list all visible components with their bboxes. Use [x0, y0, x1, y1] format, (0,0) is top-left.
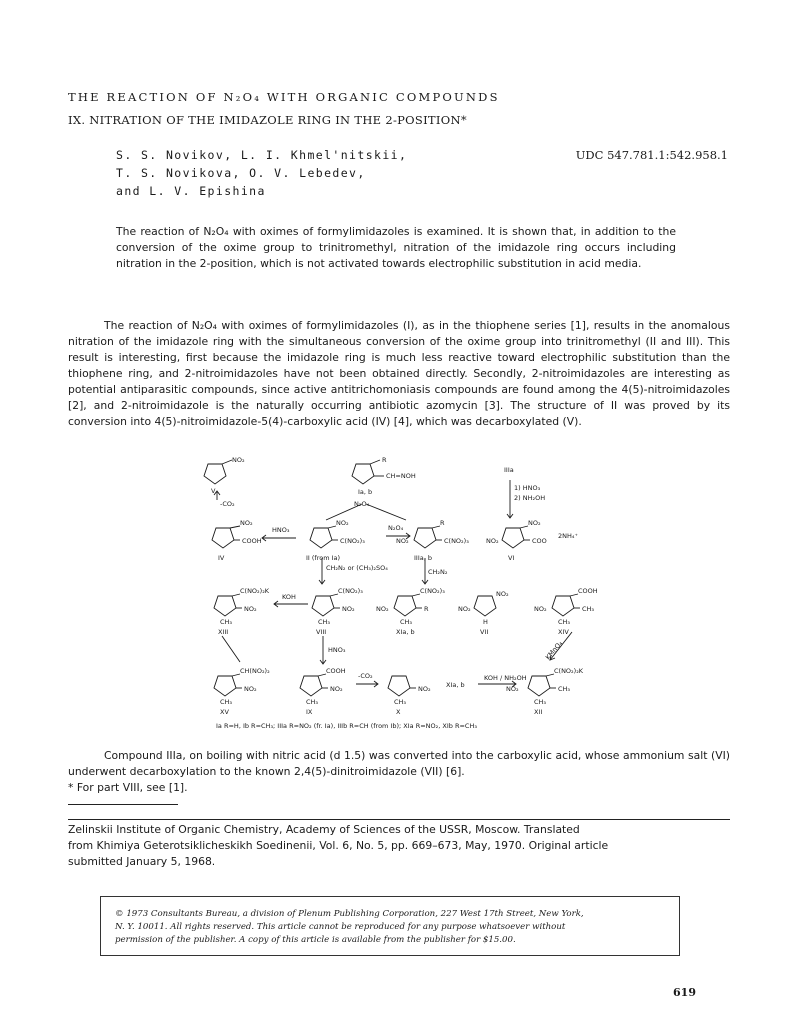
compound-label: VI	[508, 554, 515, 562]
author-list	[116, 146, 407, 200]
imidazole-ring	[394, 596, 416, 616]
imidazole-ring	[352, 464, 374, 484]
group-label: NO₂	[342, 605, 355, 613]
reagent-label: 2) NH₂OH	[514, 494, 546, 502]
group-label: CH₃	[400, 618, 413, 626]
imidazole-ring	[388, 676, 410, 696]
article-title: THE REACTION OF N₂O₄ WITH ORGANIC COMPOUNDS	[68, 90, 500, 104]
group-label: C(NO₂)₂K	[554, 667, 584, 675]
reagent-label: -CO₂	[220, 500, 235, 508]
imidazole-ring	[502, 528, 524, 548]
group-label: NO₂	[244, 605, 257, 613]
group-label: NO₂	[496, 590, 509, 598]
author-line: and L. V. Epishina	[116, 184, 266, 198]
group-label: COOH	[242, 537, 262, 545]
group-label: CH₃	[558, 618, 571, 626]
group-label: NO₂	[534, 605, 547, 613]
imidazole-ring	[212, 528, 234, 548]
group-label: R	[424, 605, 429, 613]
page-number: 619	[673, 986, 696, 999]
group-label: C(NO₂)₃	[338, 587, 363, 595]
compound-label: IV	[218, 554, 225, 562]
group-label: R	[440, 519, 445, 527]
imidazole-ring	[214, 596, 236, 616]
group-label: CH(NO₂)₂	[240, 667, 270, 675]
group-label: NO₂	[244, 685, 257, 693]
compound-label: X	[396, 708, 401, 716]
compound-label: XIa, b	[446, 681, 465, 689]
affiliation-line: Zelinskii Institute of Organic Chemistry, Academy of Sciences of the USSR, Moscow. Translated	[68, 823, 580, 836]
section-divider	[68, 819, 730, 820]
reagent-label: -CO₂	[358, 672, 373, 680]
group-label: NO₂	[330, 685, 343, 693]
scheme-legend: Ia R=H, Ib R=CH₃; IIIa R=NO₂ (fr. Ia), IIIb R=CH (from Ib); XIa R=NO₂, XIb R=CH₃	[216, 722, 477, 730]
group-label: CH₃	[558, 685, 571, 693]
compound-label: XII	[534, 708, 543, 716]
udc-code: UDC 547.781.1:542.958.1	[575, 148, 728, 162]
body-paragraph: The reaction of N₂O₄ with oximes of formylimidazoles (I), as in the thiophene series [1], results in the anomalous nitration of the imidazole ring with the simultaneous conversion of the oxime group into trinitromethyl (II and III). This result is interesting, first because the imidazole ring is much less reactive toward electrophilic substitution than the thiophene ring, and 2-nitroimidazoles have not been obtained directly. Secondly, 2-nitroimidazoles are interesting as potential antiparasitic compounds, since active antitrichomoniasis compounds are found among the 4(5)-nitroimidazoles [2], and 2-nitroimidazole is the naturally occurring antibiotic azomycin [3]. The structure of II was proved by its conversion into 4(5)-nitroimidazole-5(4)-carboxylic acid (IV) [4], which was decarboxylated (V).	[68, 319, 730, 428]
reagent-label: KOH	[282, 593, 296, 601]
group-label: R	[382, 456, 387, 464]
imidazole-ring	[552, 596, 574, 616]
compound-label: II (from Ia)	[306, 554, 341, 562]
group-label: CH₃	[582, 605, 595, 613]
compound-label: Ia, b	[358, 488, 373, 496]
reagent-label: KMnO₄	[543, 639, 565, 662]
footnote-divider	[68, 804, 178, 805]
compound-label: IIIa	[504, 466, 514, 474]
body-paragraph: Compound IIIa, on boiling with nitric acid (d 1.5) was converted into the carboxylic acid, whose ammonium salt (VI) underwent decarboxylation to the known 2,4(5)-dinitroimidazole (VII) [6].	[68, 749, 730, 778]
reagent-label: KOH / NH₂OH	[484, 674, 527, 682]
compound-label: VIII	[316, 628, 327, 636]
group-label: NO₂	[486, 537, 499, 545]
group-label: NO₂	[232, 456, 245, 464]
group-label: C(NO₂)₃	[340, 537, 365, 545]
reagent-label: N₂O₄	[354, 500, 370, 508]
copyright-line: N. Y. 10011. All rights reserved. This article cannot be reproduced for any purpose whatsoever without	[115, 922, 566, 932]
copyright-line: © 1973 Consultants Bureau, a division of Plenum Publishing Corporation, 227 West 17th Street, New York,	[115, 909, 584, 919]
group-label: NO₂	[418, 685, 431, 693]
copyright-box	[100, 896, 680, 956]
group-label: NO₂	[506, 685, 519, 693]
group-label: COOH	[578, 587, 598, 595]
imidazole-ring	[414, 528, 436, 548]
compound-label: IIIa, b	[414, 554, 432, 562]
compound-label: XIII	[218, 628, 229, 636]
group-label: COO	[532, 537, 547, 545]
author-line: S. S. Novikov, L. I. Khmel'nitskii,	[116, 148, 408, 162]
author-line: T. S. Novikova, O. V. Lebedev,	[116, 166, 366, 180]
footnote: * For part VIII, see [1].	[68, 781, 188, 794]
reagent-label: CH₂N₂ or (CH₃)₂SO₄	[326, 564, 388, 572]
group-label: NO₂	[458, 605, 471, 613]
group-label: CH₃	[394, 698, 407, 706]
copyright-line: permission of the publisher. A copy of this article is available from the publisher for $15.00.	[115, 935, 516, 945]
group-label: NO₂	[396, 537, 409, 545]
imidazole-ring	[204, 464, 226, 484]
compound-label: XIa, b	[396, 628, 415, 636]
compound-label: V	[211, 487, 216, 495]
group-label: NO₂	[240, 519, 253, 527]
reagent-label: 1) HNO₃	[514, 484, 541, 492]
imidazole-ring	[312, 596, 334, 616]
imidazole-ring	[528, 676, 550, 696]
group-label: NO₂	[336, 519, 349, 527]
compound-label: XV	[220, 708, 229, 716]
group-label: CH₃	[220, 618, 233, 626]
compound-label: VII	[480, 628, 489, 636]
affiliation-line: from Khimiya Geterotsiklicheskikh Soedinenii, Vol. 6, No. 5, pp. 669–673, May, 1970. Original article	[68, 839, 609, 852]
imidazole-ring	[310, 528, 332, 548]
group-label: CH₃	[534, 698, 547, 706]
affiliation-line: submitted January 5, 1968.	[68, 855, 216, 868]
group-label: NO₂	[376, 605, 389, 613]
compound-label: XIV	[558, 628, 569, 636]
reagent-label: CH₂N₂	[428, 568, 448, 576]
group-label: C(NO₂)₂K	[240, 587, 270, 595]
group-label: NO₂	[528, 519, 541, 527]
group-label: CH₃	[306, 698, 319, 706]
reagent-label: N₂O₄	[388, 524, 404, 532]
article-subtitle: IX. NITRATION OF THE IMIDAZOLE RING IN THE 2-POSITION*	[68, 113, 467, 127]
group-label: CH₃	[220, 698, 233, 706]
imidazole-ring	[474, 596, 496, 616]
group-label: CH=NOH	[386, 472, 416, 480]
reaction-scheme	[196, 456, 636, 736]
imidazole-ring	[300, 676, 322, 696]
abstract: The reaction of N₂O₄ with oximes of formylimidazoles is examined. It is shown that, in addition to the conversion of the oxime group to trinitromethyl, nitration of the imidazole ring occurs including nitration in the 2-position, which is not activated towards electrophilic substitution in acid media.	[116, 225, 676, 270]
group-label: C(NO₂)₃	[444, 537, 469, 545]
imidazole-ring	[214, 676, 236, 696]
compound-label: IX	[306, 708, 313, 716]
reagent-label: HNO₃	[272, 526, 290, 534]
group-label: CH₃	[318, 618, 331, 626]
group-label: C(NO₂)₃	[420, 587, 445, 595]
group-label: H	[483, 618, 488, 626]
affiliation-block	[68, 822, 730, 870]
reagent-label: 2NH₄⁺	[558, 532, 578, 540]
reagent-label: HNO₃	[328, 646, 346, 654]
group-label: COOH	[326, 667, 346, 675]
